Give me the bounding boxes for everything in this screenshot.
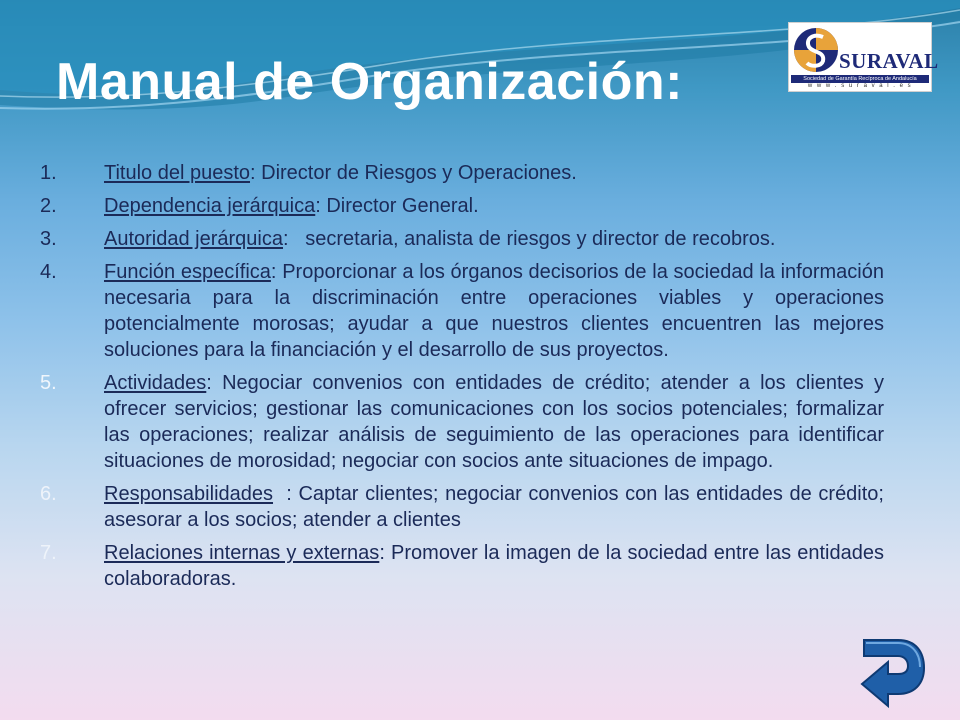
item-heading[interactable]: Autoridad jerárquica: [104, 228, 283, 250]
item-number: 1.: [40, 162, 57, 184]
item-text: : Captar clientes; negociar convenios con las entidades de crédito; asesorar a los socios; atender a clientes: [104, 483, 890, 531]
item-heading[interactable]: Titulo del puesto: [104, 162, 251, 184]
item-number: 6.: [40, 483, 57, 505]
list-item: [40, 193, 884, 219]
item-text: : Director General.: [315, 195, 479, 217]
item-number: 4.: [40, 261, 57, 283]
logo-url: w w w . s u r a v a l . e s: [807, 83, 913, 89]
list-item: [40, 540, 884, 592]
item-heading[interactable]: Dependencia jerárquica: [104, 195, 316, 217]
back-arrow-icon[interactable]: [858, 634, 930, 710]
item-text: : Negociar convenios con entidades de crédito; atender a los clientes y ofrecer servicios; gestionar las comunicaciones con los socios potenciales; formalizar las operaciones; realizar análisis de seguimiento de las operaciones para identificar situaciones de morosidad; negociar con socios ante situaciones de impago.: [104, 372, 884, 472]
item-heading[interactable]: Actividades: [104, 372, 207, 394]
list-item: [40, 370, 884, 474]
list-item: [40, 160, 884, 186]
item-text: : secretaria, analista de riesgos y director de recobros.: [283, 228, 776, 250]
item-number: 5.: [40, 372, 57, 394]
item-text: : Proporcionar a los órganos decisorios de la sociedad la información necesaria para la discriminación entre operaciones viables y operaciones potencialmente morosas; ayudar a que nuestros clientes encuentren las mejores soluciones para la financiación y el desarrollo de sus proyectos.: [104, 261, 884, 361]
page-title: Manual de Organización:: [56, 53, 683, 111]
item-number: 2.: [40, 195, 57, 217]
job-description-list: [40, 160, 890, 599]
logo-tagline: Sociedad de Garantía Recíproca de Andalucía: [791, 75, 929, 83]
suraval-logo: [788, 22, 939, 92]
suraval-logo-icon: [791, 25, 841, 75]
list-item: [40, 481, 890, 533]
logo-name: SURAVAL: [839, 49, 939, 73]
list-item: [40, 226, 884, 252]
item-text: : Director de Riesgos y Operaciones.: [250, 162, 577, 184]
item-number: 7.: [40, 542, 57, 564]
item-text: : Promover la imagen de la sociedad entre las entidades colaboradoras.: [104, 542, 884, 590]
list-item: [40, 259, 884, 363]
item-heading[interactable]: Función específica: [104, 261, 271, 283]
item-number: 3.: [40, 228, 57, 250]
item-heading[interactable]: Responsabilidades: [104, 483, 274, 505]
item-heading[interactable]: Relaciones internas y externas: [104, 542, 380, 564]
